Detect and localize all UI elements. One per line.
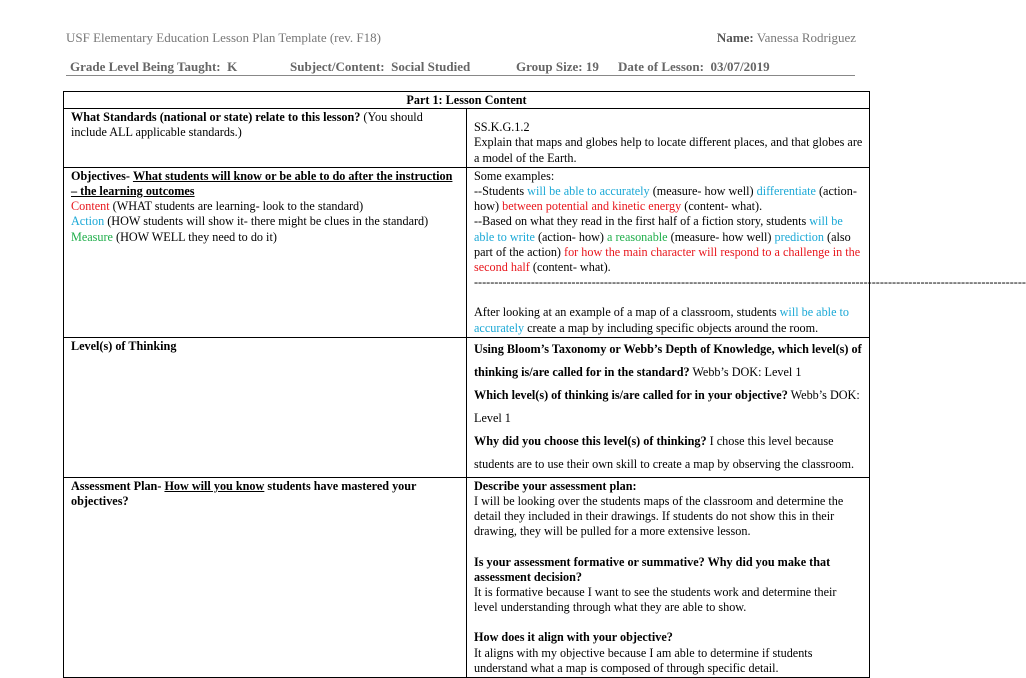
lesson-content-table bbox=[63, 91, 1026, 678]
objectives-label-cell bbox=[64, 167, 467, 337]
ex1-e: (action- how) bbox=[474, 184, 857, 214]
grade-level bbox=[70, 59, 237, 75]
teacher-name bbox=[717, 30, 856, 46]
ex1-c: (measure- how well) bbox=[649, 184, 757, 199]
subject-label: Subject/Content: bbox=[290, 59, 385, 74]
measure-word: Measure bbox=[71, 229, 113, 244]
standards-label: What Standards (national or state) relate to this lesson? bbox=[71, 110, 361, 125]
date-label: Date of Lesson: bbox=[618, 59, 704, 74]
examples-intro: Some examples: bbox=[474, 168, 555, 183]
assessment-t2: It is formative because I want to see the students work and determine their level understanding through what they are able to show. bbox=[474, 585, 837, 615]
example-2 bbox=[474, 214, 863, 275]
standards-label-cell bbox=[64, 109, 467, 168]
q1: Using Bloom’s Taxonomy or Webb’s Depth of Knowledge, which level(s) of thinking is/are called for in the standard? bbox=[474, 341, 862, 379]
ex2-f: prediction bbox=[774, 229, 824, 244]
ex2-b: will be able to write bbox=[474, 214, 843, 244]
a2: Webb’s DOK: Level 1 bbox=[474, 387, 860, 425]
ex2-i: (content- what). bbox=[529, 260, 611, 275]
thinking-q3 bbox=[474, 430, 863, 476]
standards-value-cell bbox=[467, 109, 870, 168]
q2: Which level(s) of thinking is/are called for in your objective? bbox=[474, 387, 788, 402]
thinking-q2 bbox=[474, 384, 863, 430]
subject-value: Social Studied bbox=[391, 59, 471, 74]
q3: Why did you choose this level(s) of thinking? bbox=[474, 433, 707, 448]
ex2-h: for how the main character will respond to a challenge in the second half bbox=[474, 244, 861, 275]
action-word: Action bbox=[71, 214, 105, 229]
ex2-a: --Based on what they read in the first half of a fiction story, students bbox=[474, 214, 810, 229]
assessment-t1: I will be looking over the students maps of the classroom and determine the detail they included in their drawings. If students do not show this in their drawing, they will be pulled for a more extensive lesson. bbox=[474, 494, 844, 539]
lesson-objective bbox=[474, 305, 863, 335]
grade-value: K bbox=[227, 59, 238, 74]
assessment-h2: Is your assessment formative or summative? Why did you make that assessment decision? bbox=[474, 554, 831, 584]
ex1-a: --Students bbox=[474, 184, 528, 199]
assessment-h3: How does it align with your objective? bbox=[474, 630, 673, 645]
assessment-label-b: How will you know bbox=[164, 478, 265, 493]
date-value: 03/07/2019 bbox=[710, 59, 770, 74]
part-heading-row bbox=[64, 92, 870, 109]
obj-b: will be able to accurately bbox=[474, 305, 850, 335]
thinking-row bbox=[64, 337, 870, 477]
content-desc: (WHAT students are learning- look to the standard) bbox=[109, 199, 364, 214]
group-size bbox=[516, 59, 599, 75]
divider-line: ---------------------------------------------------------------------------------------------------------------------------------------- bbox=[474, 275, 1026, 290]
objectives-value-cell bbox=[467, 167, 1026, 337]
objectives-row bbox=[64, 167, 870, 337]
assessment-row bbox=[64, 477, 870, 677]
assessment-label-a: Assessment Plan- bbox=[71, 478, 165, 493]
standard-text: Explain that maps and globes help to locate different places, and that globes are a model of the Earth. bbox=[474, 135, 863, 165]
objectives-label: What students will know or be able to do after the instruction – the learning outcomes bbox=[71, 168, 453, 199]
a3: I chose this level because students are to use their own skill to create a map by observing the classroom. bbox=[474, 433, 855, 471]
measure-desc: (HOW WELL they need to do it) bbox=[112, 229, 277, 244]
assessment-t3: It aligns with my objective because I am able to determine if students understand what a map is composed of through specific detail. bbox=[474, 645, 813, 675]
grade-label: Grade Level Being Taught: bbox=[70, 59, 221, 74]
a1: Webb’s DOK: Level 1 bbox=[689, 364, 802, 379]
ex2-g: (also part of the action) bbox=[474, 229, 851, 259]
ex1-g: (content- what). bbox=[681, 199, 763, 214]
standards-row bbox=[64, 109, 870, 168]
ex1-b: will be able to accurately bbox=[527, 184, 650, 199]
thinking-label-cell bbox=[64, 337, 467, 477]
obj-c: create a map by including specific objects around the room. bbox=[524, 320, 819, 335]
name-value: Vanessa Rodriguez bbox=[756, 30, 856, 45]
action-desc: (HOW students will show it- there might be clues in the standard) bbox=[104, 214, 429, 229]
thinking-q1 bbox=[474, 338, 863, 384]
assessment-h1: Describe your assessment plan: bbox=[474, 478, 637, 493]
objectives-label-lead: Objectives- bbox=[71, 168, 130, 183]
name-label: Name: bbox=[716, 30, 754, 45]
ex2-c: (action- how) bbox=[534, 229, 608, 244]
assessment-value-cell bbox=[467, 477, 870, 677]
part-heading: Part 1: Lesson Content bbox=[64, 92, 870, 109]
lesson-date bbox=[618, 59, 770, 75]
obj-a: After looking at an example of a map of a classroom, students bbox=[474, 305, 780, 320]
assessment-label-cell bbox=[64, 477, 467, 677]
content-word: Content bbox=[71, 199, 110, 214]
assessment-label-c: students have mastered your objectives? bbox=[71, 478, 417, 509]
group-label: Group Size: bbox=[516, 59, 583, 74]
ex1-d: differentiate bbox=[756, 184, 816, 199]
thinking-label: Level(s) of Thinking bbox=[71, 338, 177, 353]
ex2-e: (measure- how well) bbox=[667, 229, 775, 244]
lesson-info-bar bbox=[66, 59, 855, 76]
standards-note: (You should include ALL applicable standards.) bbox=[71, 110, 423, 140]
template-title: USF Elementary Education Lesson Plan Template (rev. F18) bbox=[66, 30, 381, 45]
group-value: 19 bbox=[585, 59, 599, 74]
standard-code: SS.K.G.1.2 bbox=[474, 120, 530, 135]
ex2-d: a reasonable bbox=[607, 229, 668, 244]
subject bbox=[290, 59, 470, 75]
thinking-value-cell bbox=[467, 337, 870, 477]
ex1-f: between potential and kinetic energy bbox=[502, 199, 682, 214]
example-1 bbox=[474, 184, 863, 214]
